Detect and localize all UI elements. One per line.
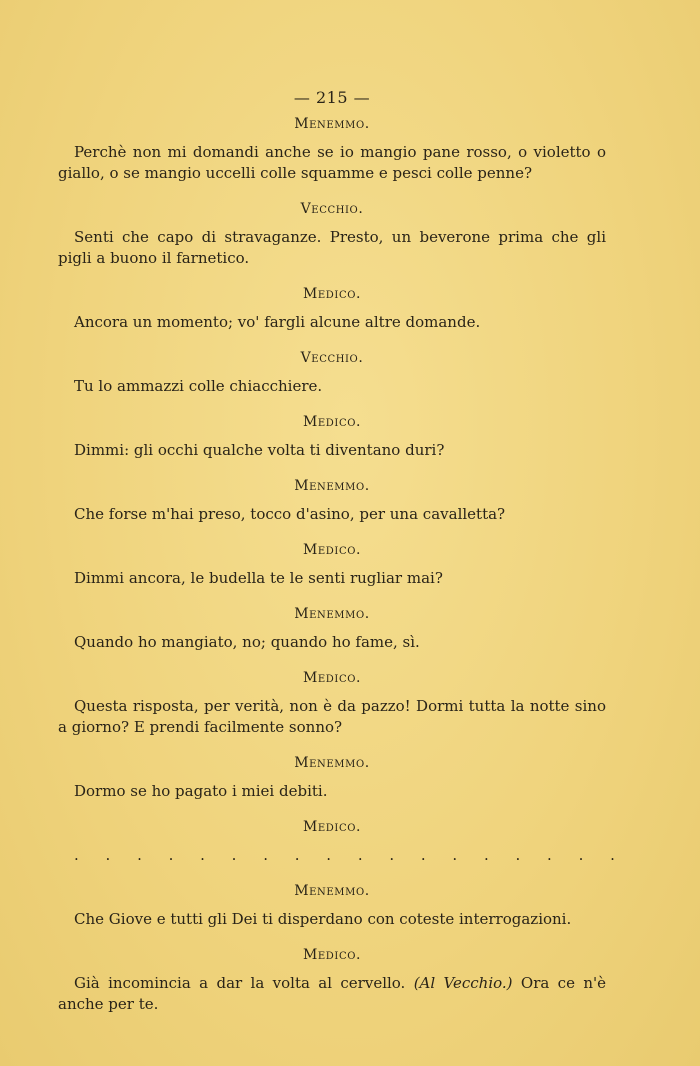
dialogue-block	[58, 818, 626, 866]
dialogue-block	[58, 754, 606, 802]
speaker-name: Medico.	[302, 670, 362, 686]
speech-text: Dormo se ho pagato i miei debiti.	[74, 782, 328, 800]
speaker-name: Medico.	[302, 542, 362, 558]
speaker-name: Vecchio.	[300, 201, 364, 217]
speaker-name: Menemmo.	[294, 883, 370, 899]
dialogue-block	[58, 115, 606, 184]
speech-text	[58, 973, 606, 1015]
speaker-name: Medico.	[302, 286, 362, 302]
omission-dots: . . . . . . . . . . . . . . . . . .	[74, 846, 626, 864]
speech-text: Ancora un momento; vo' fargli alcune altre domande.	[74, 313, 481, 331]
speech-text: Quando ho mangiato, no; quando ho fame, sì.	[74, 633, 420, 651]
speech-text: Perchè non mi domandi anche se io mangio pane rosso, o violetto o giallo, o se mangio uccelli colle squamme e pesci colle penne?	[58, 143, 606, 182]
dialogue-block	[58, 605, 606, 653]
speaker-name: Menemmo.	[294, 478, 370, 494]
speech-text-before: Già incomincia a dar la volta al cervello.	[74, 974, 406, 992]
dialogue-block	[58, 200, 606, 269]
dialogue-block	[58, 413, 606, 461]
dialogue-block	[58, 477, 606, 525]
dialogue-block	[58, 541, 606, 589]
speech-text: Che Giove e tutti gli Dei ti disperdano con coteste interrogazioni.	[74, 910, 572, 928]
speaker-name: Menemmo.	[294, 755, 370, 771]
speaker-name: Medico.	[302, 947, 362, 963]
page-number: — 215 —	[293, 88, 371, 107]
dialogue-block	[58, 285, 606, 333]
speaker-name: Vecchio.	[300, 350, 364, 366]
dialogue-block	[58, 946, 606, 1015]
speech-text: Che forse m'hai preso, tocco d'asino, per una cavalletta?	[74, 505, 506, 523]
speech-text: Senti che capo di stravaganze. Presto, un beverone prima che gli pigli a buono il farnetico.	[58, 228, 606, 267]
book-page	[58, 88, 626, 1031]
speech-text: Tu lo ammazzi colle chiacchiere.	[74, 377, 323, 395]
speech-text: Dimmi: gli occhi qualche volta ti diventano duri?	[74, 441, 445, 459]
speaker-name: Medico.	[302, 414, 362, 430]
speech-text-after: Ora ce n'è anche per te.	[58, 974, 606, 1013]
speech-text: Questa risposta, per verità, non è da pazzo! Dormi tutta la notte sino a giorno? E prendi facilmente sonno?	[58, 697, 606, 736]
dialogue-block	[58, 882, 606, 930]
dialogue-block	[58, 349, 606, 397]
speaker-name: Medico.	[302, 819, 362, 835]
speaker-name: Menemmo.	[294, 606, 370, 622]
speech-text: Dimmi ancora, le budella te le senti rugliar mai?	[74, 569, 443, 587]
dialogue-block	[58, 669, 606, 738]
stage-direction: (Al Vecchio.)	[413, 974, 513, 992]
speaker-name: Menemmo.	[294, 116, 370, 132]
